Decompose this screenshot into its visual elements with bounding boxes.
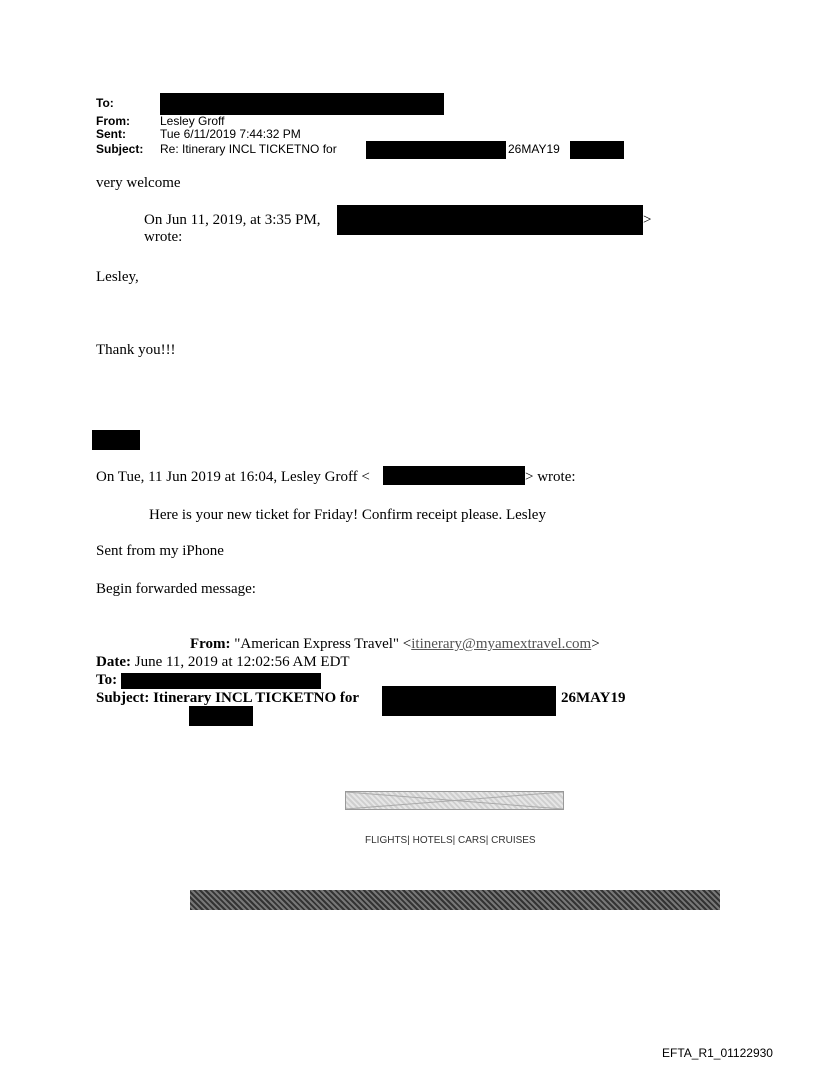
reply-text: very welcome <box>96 175 181 191</box>
fwd-to-line <box>96 671 117 689</box>
redaction-fwd-subject-name <box>382 686 556 716</box>
fwd-subject-date: 26MAY19 <box>561 690 626 706</box>
header-subject-prefix: Re: Itinerary INCL TICKETNO for <box>160 142 337 156</box>
fwd-date-label: Date: <box>96 654 131 670</box>
redaction-subject-tail <box>570 141 624 159</box>
footer-doc-id: EFTA_R1_01122930 <box>662 1046 773 1060</box>
redaction-signoff <box>92 430 140 450</box>
greeting: Lesley, <box>96 269 139 285</box>
header-subject-label: Subject: <box>96 142 144 156</box>
fwd-to-label: To: <box>96 672 118 688</box>
quote1-line2: wrote: <box>144 229 183 245</box>
header-to-label: To: <box>96 96 114 110</box>
redaction-quote2-email <box>383 466 525 485</box>
thanks: Thank you!!! <box>96 342 176 358</box>
quote1-line1: On Jun 11, 2019, at 3:35 PM, <box>144 212 321 228</box>
fwd-from-email-link[interactable]: itinerary@myamextravel.com <box>411 636 592 652</box>
broken-image-placeholder <box>345 791 564 810</box>
quote1-gt: > <box>643 212 652 228</box>
fwd-from-name: "American Express Travel" < <box>234 636 412 652</box>
header-from-value: Lesley Groff <box>160 114 225 128</box>
redaction-fwd-subject-tail <box>189 706 253 726</box>
redaction-quote1-sender <box>337 205 643 235</box>
fwd-from-line <box>190 635 600 653</box>
fwd-subject-line <box>96 689 359 707</box>
nav-links[interactable]: FLIGHTS| HOTELS| CARS| CRUISES <box>365 835 536 846</box>
fwd-date-value: June 11, 2019 at 12:02:56 AM EDT <box>134 654 350 670</box>
dark-banner-image <box>190 890 720 910</box>
header-sent-value: Tue 6/11/2019 7:44:32 PM <box>160 127 301 141</box>
fwd-subject-prefix: Itinerary INCL TICKETNO for <box>153 690 360 706</box>
redaction-subject-name <box>366 141 506 159</box>
ticket-message: Here is your new ticket for Friday! Confirm receipt please. Lesley <box>149 507 546 523</box>
fwd-from-label: From: <box>190 636 231 652</box>
fwd-date-line <box>96 653 350 671</box>
header-subject-date: 26MAY19 <box>508 142 560 156</box>
broken-image-icon <box>346 792 563 809</box>
fwd-subject-label: Subject: <box>96 690 150 706</box>
fwd-from-close: > <box>591 636 600 652</box>
header-sent-label: Sent: <box>96 127 126 141</box>
redaction-fwd-to <box>121 673 321 689</box>
header-from-label: From: <box>96 114 130 128</box>
signature: Sent from my iPhone <box>96 543 224 559</box>
redaction-to <box>160 93 444 115</box>
quote2-prefix: On Tue, 11 Jun 2019 at 16:04, Lesley Groff < <box>96 469 370 485</box>
quote2-suffix: > wrote: <box>525 469 576 485</box>
forwarded-label: Begin forwarded message: <box>96 581 256 597</box>
